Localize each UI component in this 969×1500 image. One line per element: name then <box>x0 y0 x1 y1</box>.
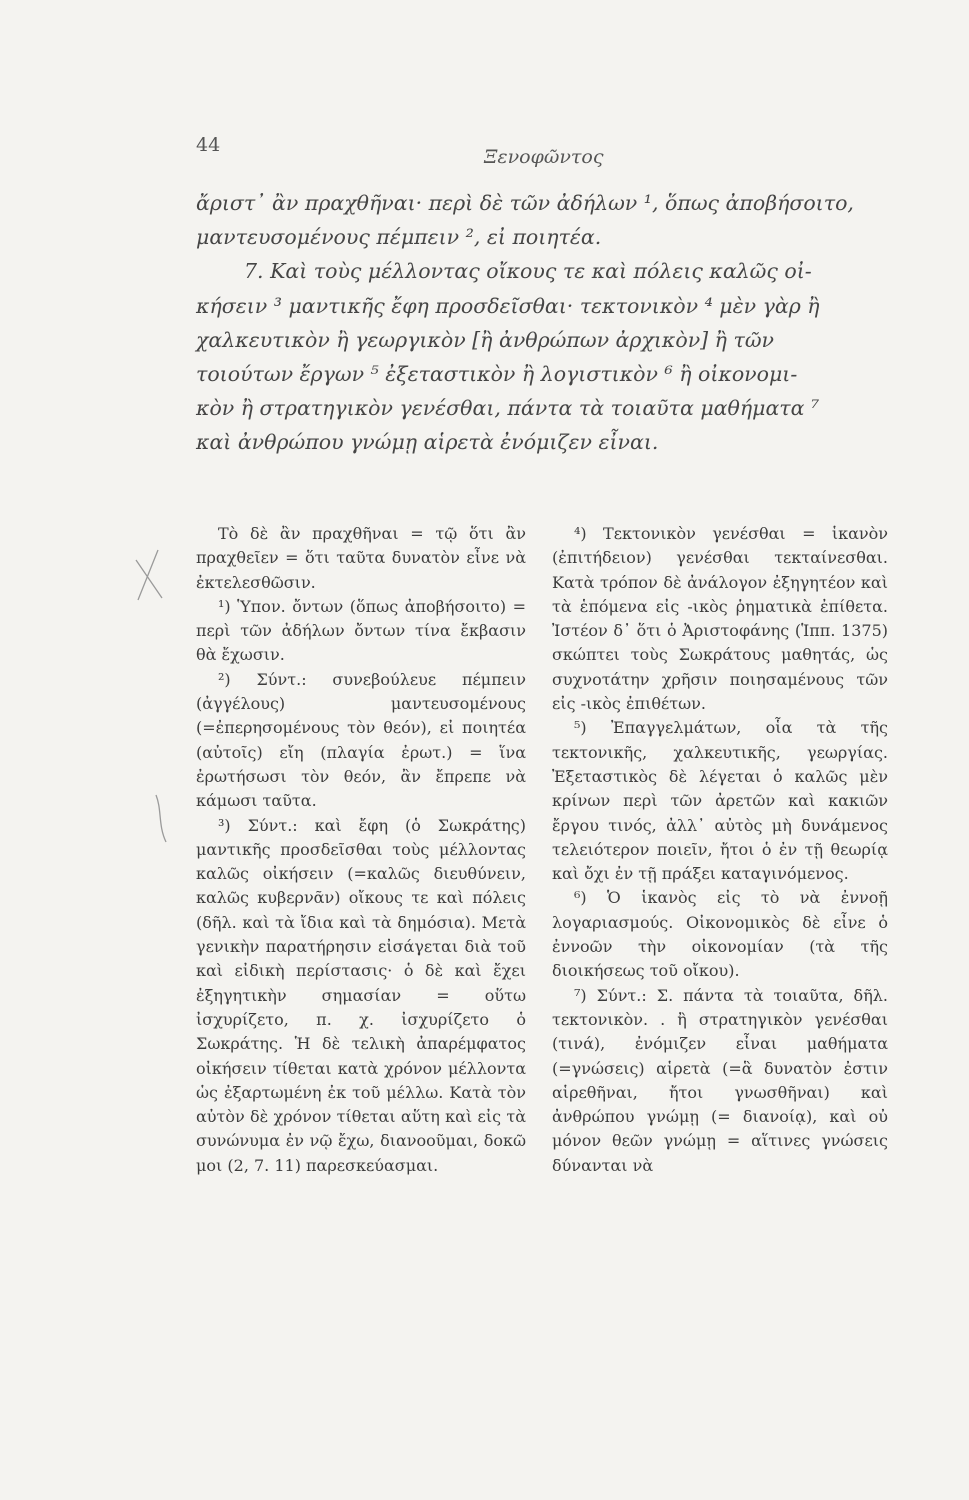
footnote: ⁷) Σύντ.: Σ. πάντα τὰ τοιαῦτα, δῆλ. τεκτονικὸν. . ἢ στρατηγικὸν γενέσθαι (τινά), ἐνόμιζεν εἶναι μαθήματα (=γνώσεις) αἱρετὰ (=ἃ δυνατὸν ἐστιν αἱρεθῆναι, ἤτοι γνωσθῆναι) καὶ ἀνθρώπου γνώμῃ (= διανοίᾳ), καὶ οὐ μόνον θεῶν γνώμῃ = αἵτινες γνώσεις δύνανται νὰ <box>552 985 888 1175</box>
pencil-mark <box>148 790 178 850</box>
main-text-line: μαντευσομένους πέμπειν ², εἰ ποιητέα. <box>196 225 602 250</box>
pencil-mark <box>128 540 188 610</box>
main-text-line: τοιούτων ἔργων ⁵ ἐξεταστικὸν ἢ λογιστικὸν ⁶ ἢ οἰκονομι- <box>196 362 798 387</box>
main-text-line: κὸν ἢ στρατηγικὸν γενέσθαι, πάντα τὰ τοιαῦτα μαθήματα ⁷ <box>196 396 820 421</box>
footnotes-right-column <box>552 522 888 1178</box>
main-text-line: κήσειν ³ μαντικῆς ἔφη προσδεῖσθαι· τεκτονικὸν ⁴ μὲν γὰρ ἢ <box>196 293 820 318</box>
main-text-line: 7. Καὶ τοὺς μέλλοντας οἴκους τε καὶ πόλεις καλῶς οἰ- <box>244 259 812 284</box>
main-text <box>196 186 896 460</box>
footnotes-left-column <box>196 522 526 1178</box>
footnote: ²) Σύντ.: συνεβούλευε πέμπειν (ἀγγέλους) μαντευσομένους (=ἐπερησομένους τὸν θεόν), εἰ ποιητέα (αὐτοῖς) εἴη (πλαγία ἐρωτ.) = ἵνα ἐρωτήσωσι τὸν θεόν, ἂν ἔπρεπε νὰ κάμωσι ταῦτα. <box>196 669 526 811</box>
footnote: ³) Σύντ.: καὶ ἔφη (ὁ Σωκράτης) μαντικῆς προσδεῖσθαι τοὺς μέλλοντας καλῶς οἰκήσειν (=καλῶς διευθύνειν, καλῶς κυβερνᾶν) οἴκους τε καὶ πόλεις (δῆλ. καὶ τὰ ἴδια καὶ τὰ δημόσια). Μετὰ γενικὴν παρατήρησιν εἰσάγεται διὰ τοῦ καὶ εἰδικὴ περίστασις· ὁ δὲ καὶ ἔχει ἐξηγητικὴν σημασίαν = οὕτω ἰσχυρίζετο, π. χ. ἰσχυρίζετο ὁ Σωκράτης. Ἡ δὲ τελικὴ ἀπαρέμφατος οἰκήσειν τίθεται κατὰ χρόνον μέλλοντα ὡς ἐξαρτωμένη ἐκ τοῦ μέλλω. Κατὰ τὸν αὐτὸν δὲ χρόνον τίθεται αὕτη καὶ εἰς τὰ συνώνυμα ἐν νῷ ἔχω, διανοοῦμαι, δοκῶ μοι (2, 7. 11) παρεσκεύασμαι. <box>196 815 526 1175</box>
footnote: ¹) Ὑπον. ὄντων (ὅπως ἀποβήσοιτο) = περὶ τῶν ἀδήλων ὄντων τίνα ἔκβασιν θὰ ἔχωσιν. <box>196 596 526 665</box>
main-text-line: καὶ ἀνθρώπου γνώμῃ αἱρετὰ ἐνόμιζεν εἶναι. <box>196 430 659 455</box>
footnote: ⁶) Ὁ ἱκανὸς εἰς τὸ νὰ ἐννοῇ λογαριασμούς. Οἰκονομικὸς δὲ εἶνε ὁ ἐννοῶν τὴν οἰκονομίαν (τὰ τῆς διοικήσεως τοῦ οἴκου). <box>552 888 888 981</box>
footnote: ⁴) Τεκτονικὸν γενέσθαι = ἱκανὸν (ἐπιτήδειον) γενέσθαι τεκταίνεσθαι. Κατὰ τρόπον δὲ ἀνάλογον ἐξηγητέον καὶ τὰ ἑπόμενα εἰς -ικὸς ῥηματικὰ ἐπίθετα. Ἰστέον δ᾿ ὅτι ὁ Ἀριστοφάνης (Ἱππ. 1375) σκώπτει τοὺς Σωκράτους μαθητάς, ὡς συχνοτάτην χρῆσιν ποιησαμένους τῶν εἰς -ικὸς ἐπιθέτων. <box>552 524 888 714</box>
footnote: Τὸ δὲ ἂν πραχθῆναι = τῷ ὅτι ἂν πραχθεῖεν = ὅτι ταῦτα δυνατὸν εἶνε νὰ ἐκτελεσθῶσιν. <box>196 524 526 592</box>
footnote: ⁵) Ἐπαγγελμάτων, οἷα τὰ τῆς τεκτονικῆς, χαλκευτικῆς, γεωργίας. Ἐξεταστικὸς δὲ λέγεται ὁ καλῶς μὲν κρίνων περὶ τῶν ἀρετῶν καὶ κακιῶν ἔργου τινός, ἀλλ᾿ αὐτὸς μὴ δυνάμενος τελειότερον ποιεῖν, ἤτοι ὁ ἐν τῇ θεωρίᾳ καὶ ὄχι ἐν τῇ πράξει καταγινόμενος. <box>552 718 888 884</box>
running-head: Ξενοφῶντος <box>484 146 604 168</box>
page-number: 44 <box>196 134 221 156</box>
main-text-line: ἄριστ᾿ ἂν πραχθῆναι· περὶ δὲ τῶν ἀδήλων ¹, ὅπως ἀποβήσοιτο, <box>196 191 854 215</box>
main-text-line: χαλκευτικὸν ἢ γεωργικὸν [ἢ ἀνθρώπων ἀρχικὸν] ἢ τῶν <box>196 327 774 352</box>
